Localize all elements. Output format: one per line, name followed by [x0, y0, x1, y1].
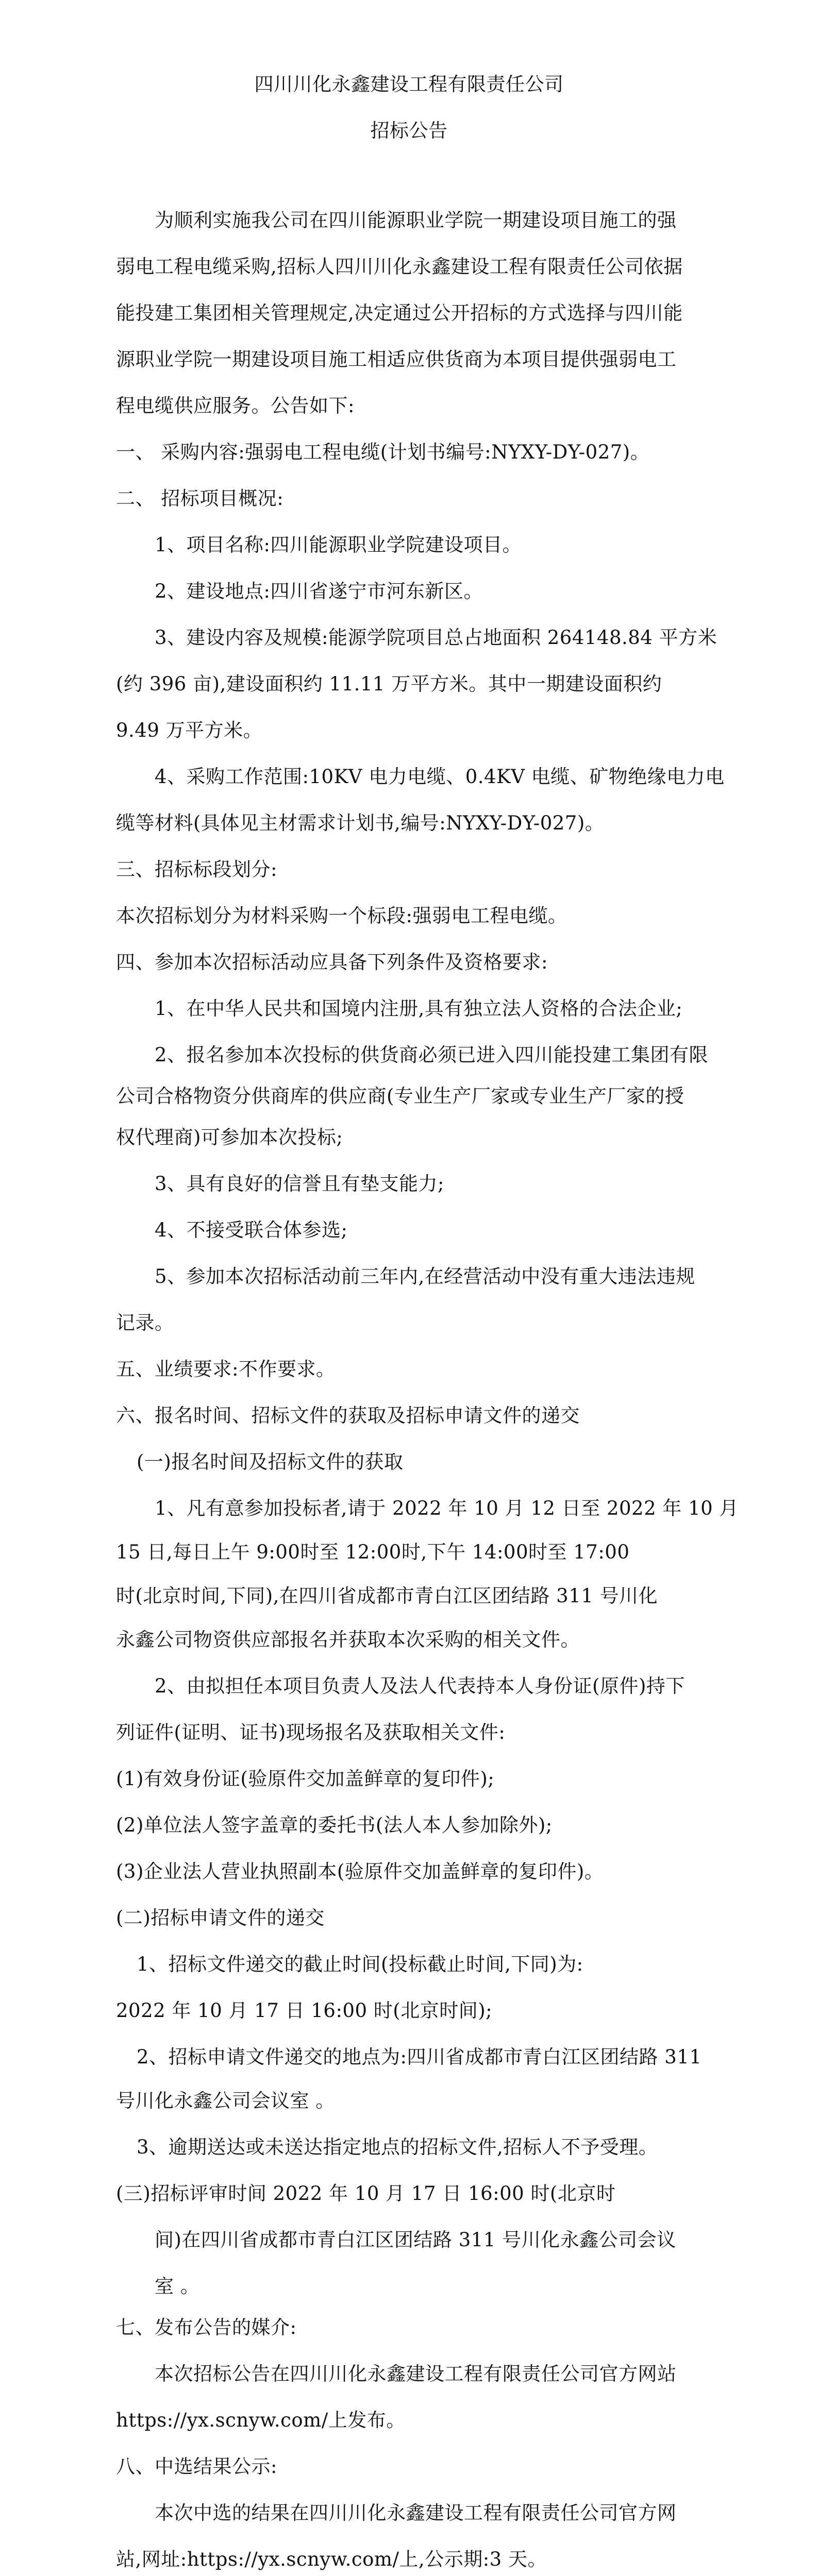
list-item: 2、建设地点:四川省遂宁市河东新区。	[155, 580, 483, 602]
list-item: 2、招标申请文件递交的地点为:四川省成都市青白江区团结路 311	[137, 2046, 702, 2068]
section-heading: 二、 招标项目概况:	[116, 487, 284, 510]
list-item: (3)企业法人营业执照副本(验原件交加盖鲜章的复印件)。	[116, 1860, 604, 1883]
list-item-cont: 记录。	[116, 1312, 174, 1334]
list-item: 1、项目名称:四川能源职业学院建设项目。	[155, 534, 522, 556]
list-item-cont: 权代理商)可参加本次投标;	[116, 1126, 343, 1148]
list-item: 3、逾期送达或未送达指定地点的招标文件,招标人不予受理。	[137, 2136, 658, 2158]
section-purchase-content: 一、 采购内容:强弱电工程电缆(计划书编号:NYXY-DY-027)。	[116, 441, 650, 463]
section-performance: 五、业绩要求:不作要求。	[116, 1358, 336, 1380]
section-heading: 七、发布公告的媒介:	[116, 2316, 297, 2338]
list-item-cont: 间)在四川省成都市青白江区团结路 311 号川化永鑫公司会议	[155, 2229, 676, 2251]
paragraph: 本次中选的结果在四川川化永鑫建设工程有限责任公司官方网	[155, 2502, 677, 2524]
list-item-cont: 公司合格物资分供商库的供应商(专业生产厂家或专业生产厂家的授	[116, 1085, 685, 1107]
paragraph: 站,网址:https://yx.scnyw.com/上,公示期:3 天。	[116, 2548, 547, 2570]
list-item: (2)单位法人签字盖章的委托书(法人本人参加除外);	[116, 1814, 553, 1836]
list-item: 4、不接受联合体参选;	[155, 1219, 348, 1241]
page-title: 招标公告	[370, 120, 448, 142]
list-item: 5、参加本次招标活动前三年内,在经营活动中没有重大违法违规	[155, 1265, 695, 1287]
section-heading: 八、中选结果公示:	[116, 2455, 277, 2478]
list-item-cont: 9.49 万平方米。	[116, 719, 263, 741]
list-item: 4、采购工作范围:10KV 电力电缆、0.4KV 电缆、矿物绝缘电力电	[155, 766, 725, 788]
list-item-cont: 15 日,每日上午 9:00时至 12:00时,下午 14:00时至 17:00	[116, 1541, 630, 1563]
section-heading: 六、报名时间、招标文件的获取及招标申请文件的递交	[116, 1404, 580, 1427]
paragraph: 本次招标公告在四川川化永鑫建设工程有限责任公司官方网站	[155, 2363, 677, 2385]
intro-line: 弱电工程电缆采购,招标人四川川化永鑫建设工程有限责任公司依据	[116, 256, 683, 278]
list-item: 1、凡有意参加投标者,请于 2022 年 10 月 12 日至 2022 年 10 月	[155, 1497, 739, 1519]
list-item-cont: 列证件(证明、证书)现场报名及获取相关文件:	[116, 1721, 506, 1743]
intro-line: 源职业学院一期建设项目施工相适应供货商为本项目提供强弱电工	[116, 348, 677, 370]
list-item-cont: 永鑫公司物资供应部报名并获取本次采购的相关文件。	[116, 1629, 580, 1651]
list-item: 2、由拟担任本项目负责人及法人代表持本人身份证(原件)持下	[155, 1675, 685, 1697]
list-item: (1)有效身份证(验原件交加盖鲜章的复印件);	[116, 1768, 495, 1790]
list-item: 3、建设内容及规模:能源学院项目总占地面积 264148.84 平方米	[155, 626, 717, 649]
list-item: 2、报名参加本次投标的供货商必须已进入四川能投建工集团有限	[155, 1044, 709, 1066]
company-heading: 四川川化永鑫建设工程有限责任公司	[254, 73, 564, 95]
list-item: 1、在中华人民共和国境内注册,具有独立法人资格的合法企业;	[155, 997, 683, 1020]
list-item-cont: 时(北京时间,下同),在四川省成都市青白江区团结路 311 号川化	[116, 1585, 658, 1607]
list-item-cont: 室 。	[155, 2275, 200, 2297]
section-heading: 四、参加本次招标活动应具备下列条件及资格要求:	[116, 951, 548, 973]
list-item: 1、招标文件递交的截止时间(投标截止时间,下同)为:	[137, 1953, 583, 1975]
list-item-cont: 号川化永鑫公司会议室 。	[116, 2090, 335, 2112]
intro-line: 为顺利实施我公司在四川能源职业学院一期建设项目施工的强	[155, 209, 677, 231]
subsection-heading: (一)报名时间及招标文件的获取	[137, 1451, 404, 1473]
paragraph: https://yx.scnyw.com/上发布。	[116, 2409, 406, 2431]
list-item-cont: (约 396 亩),建设面积约 11.11 万平方米。其中一期建设面积约	[116, 673, 662, 695]
subsection-heading: (二)招标申请文件的递交	[116, 1907, 325, 1929]
list-item-cont: 缆等材料(具体见主材需求计划书,编号:NYXY-DY-027)。	[116, 812, 605, 834]
subsection-heading: (三)招标评审时间 2022 年 10 月 17 日 16:00 时(北京时	[116, 2182, 616, 2205]
paragraph: 本次招标划分为材料采购一个标段:强弱电工程电缆。	[116, 905, 567, 927]
intro-line: 能投建工集团相关管理规定,决定通过公开招标的方式选择与四川能	[116, 302, 683, 324]
intro-line: 程电缆供应服务。公告如下:	[116, 395, 355, 417]
list-item: 3、具有良好的信誉且有垫支能力;	[155, 1173, 445, 1195]
list-item-cont: 2022 年 10 月 17 日 16:00 时(北京时间);	[116, 1999, 493, 2022]
section-heading: 三、招标标段划分:	[116, 858, 277, 880]
